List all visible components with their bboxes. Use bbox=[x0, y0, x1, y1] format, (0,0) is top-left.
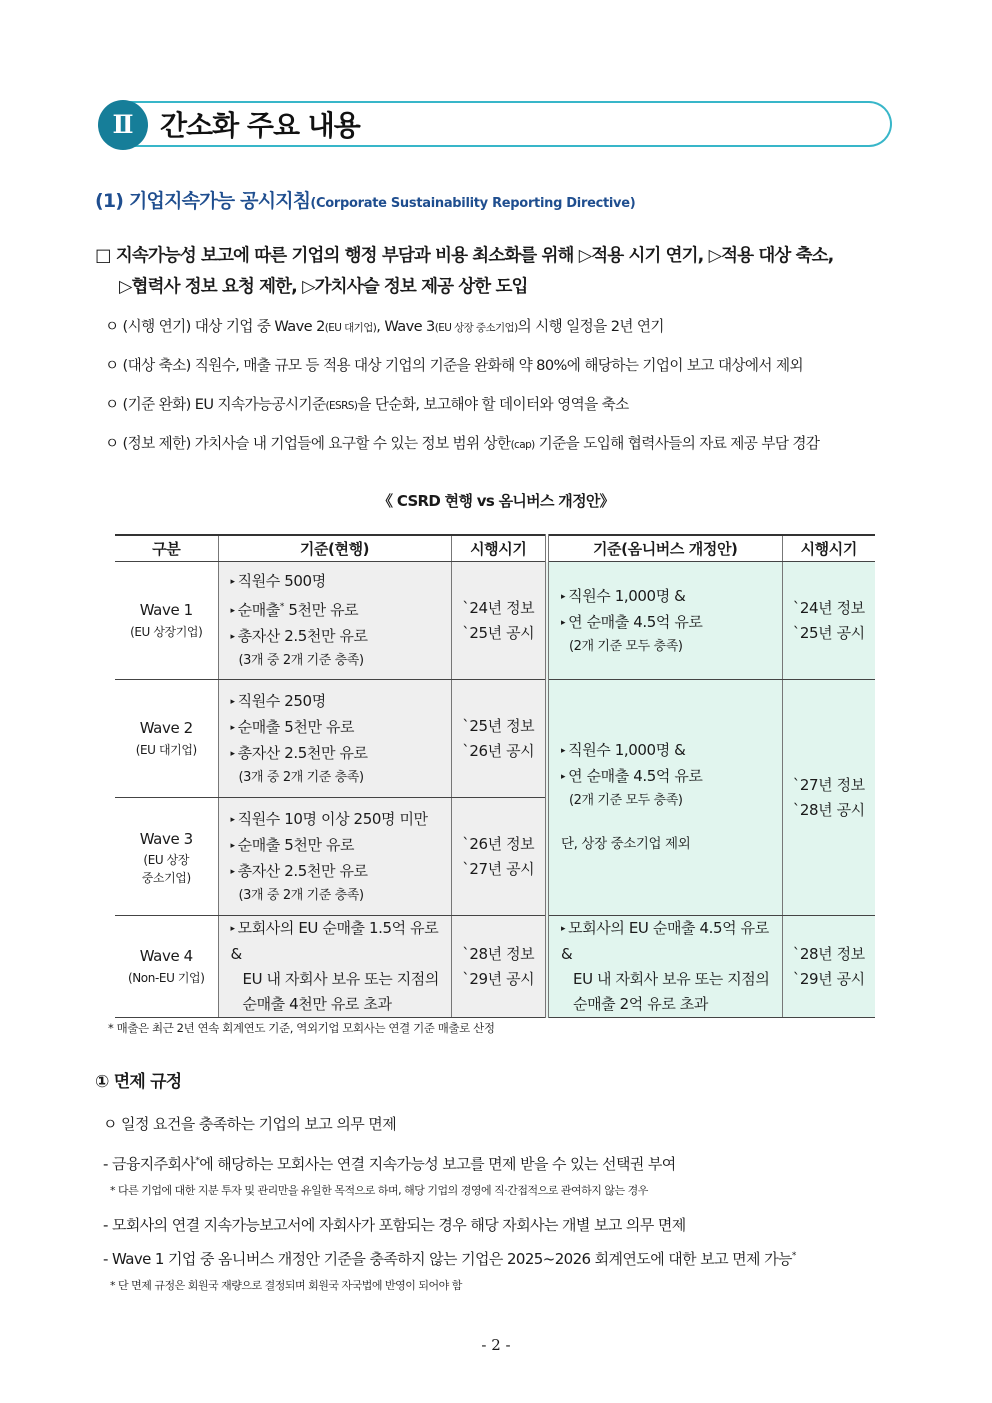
current-timing-cell: `24년 정보 `25년 공시 bbox=[451, 562, 547, 680]
exemption-title: ① 면제 규정 bbox=[95, 1072, 182, 1092]
current-timing-cell: `28년 정보 `29년 공시 bbox=[451, 916, 547, 1018]
table-header-row bbox=[115, 535, 875, 562]
exemption-lead: ㅇ 일정 요건을 충족하는 기업의 보고 의무 면제 bbox=[103, 1115, 397, 1133]
new-timing-cell: `28년 정보 `29년 공시 bbox=[782, 916, 875, 1018]
subsection-title bbox=[95, 186, 635, 213]
wave-cell: Wave 2 (EU 대기업) bbox=[115, 680, 218, 798]
bullet-scope: ㅇ (대상 축소) 직원수, 매출 규모 등 적용 대상 기업의 기준을 완화해 약 80%에 해당하는 기업이 보고 대상에서 제외 bbox=[105, 357, 803, 374]
section-numeral: Ⅱ bbox=[98, 100, 148, 150]
current-timing-cell: `25년 정보 `26년 공시 bbox=[451, 680, 547, 798]
bullet-standards: ㅇ (기준 완화) EU 지속가능공시기준(ESRS)을 단순화, 보고해야 할 데이터와 영역을 축소 bbox=[105, 396, 629, 413]
new-timing-merged-cell: `27년 정보 `28년 공시 bbox=[782, 680, 875, 916]
header-category: 구분 bbox=[115, 535, 218, 562]
subsection-title-en: (Corporate Sustainability Reporting Directive) bbox=[310, 196, 636, 211]
wave-cell: Wave 3 (EU 상장 중소기업) bbox=[115, 798, 218, 916]
new-criteria-cell: ▸ 모회사의 EU 순매출 4.5억 유로 & EU 내 자회사 보유 또는 지점의 순매출 2억 유로 초과 bbox=[547, 916, 782, 1018]
table-footnote: * 매출은 최근 2년 연속 회계연도 기준, 역외기업 모회사는 연결 기준 매출로 산정 bbox=[108, 1021, 495, 1035]
subsection-title-ko: (1) 기업지속가능 공시지침 bbox=[95, 190, 311, 212]
header-current-timing: 시행시기 bbox=[451, 535, 547, 562]
summary-line-1: □ 지속가능성 보고에 따른 기업의 행정 부담과 비용 최소화를 위해 ▷적용 시기 연기, ▷적용 대상 축소, bbox=[95, 246, 834, 266]
wave-cell: Wave 4 (Non-EU 기업) bbox=[115, 916, 218, 1018]
header-new-criteria: 기준(옴니버스 개정안) bbox=[547, 535, 782, 562]
current-criteria-cell: ▸ 모회사의 EU 순매출 1.5억 유로 & EU 내 자회사 보유 또는 지점의 순매출 4천만 유로 초과 bbox=[218, 916, 451, 1018]
table-row bbox=[115, 562, 875, 680]
exemption-item-1: - 금융지주회사*에 해당하는 모회사는 연결 지속가능성 보고를 면제 받을 수 있는 선택권 부여 bbox=[103, 1155, 676, 1173]
section-header bbox=[98, 100, 895, 150]
exemption-note-1: * 다른 기업에 대한 지분 투자 및 관리만을 유일한 목적으로 하며, 해당 기업의 경영에 직·간접적으로 관여하지 않는 경우 bbox=[110, 1184, 648, 1197]
exemption-item-2: - 모회사의 연결 지속가능보고서에 자회사가 포함되는 경우 해당 자회사는 개별 보고 의무 면제 bbox=[103, 1216, 686, 1234]
exception-note: 단, 상장 중소기업 제외 bbox=[561, 836, 691, 852]
exemption-item-3: - Wave 1 기업 중 옴니버스 개정안 기준을 충족하지 않는 기업은 2025~2026 회계연도에 대한 보고 면제 가능* bbox=[103, 1250, 796, 1268]
section-title: 간소화 주요 내용 bbox=[160, 109, 360, 142]
table-row bbox=[115, 680, 875, 798]
current-criteria-cell: ▸ 직원수 250명 ▸ 순매출 5천만 유로 ▸ 총자산 2.5천만 유로 (3개 중 2개 기준 충족) bbox=[218, 680, 451, 798]
header-new-timing: 시행시기 bbox=[782, 535, 875, 562]
page-number: - 2 - bbox=[481, 1336, 511, 1354]
summary-line-2: ▷협력사 정보 요청 제한, ▷가치사슬 정보 제공 상한 도입 bbox=[119, 277, 528, 297]
current-timing-cell: `26년 정보 `27년 공시 bbox=[451, 798, 547, 916]
wave-cell: Wave 1 (EU 상장기업) bbox=[115, 562, 218, 680]
table-row bbox=[115, 916, 875, 1018]
table-title: 《 CSRD 현행 vs 옴니버스 개정안》 bbox=[378, 492, 614, 510]
new-criteria-cell: ▸ 직원수 1,000명 & ▸ 연 순매출 4.5억 유로 (2개 기준 모두 충족) bbox=[547, 562, 782, 680]
header-current-criteria: 기준(현행) bbox=[218, 535, 451, 562]
exemption-note-2: * 단 면제 규정은 회원국 재량으로 결정되며 회원국 자국법에 반영이 되어야 함 bbox=[110, 1279, 462, 1292]
bullet-info-cap: ㅇ (정보 제한) 가치사슬 내 기업들에 요구할 수 있는 정보 범위 상한(cap) 기준을 도입해 협력사들의 자료 제공 부담 경감 bbox=[105, 435, 820, 452]
csrd-comparison-table bbox=[115, 534, 875, 1018]
new-criteria-merged-cell: ▸ 직원수 1,000명 & ▸ 연 순매출 4.5억 유로 (2개 기준 모두 충족) 단, 상장 중소기업 제외 bbox=[547, 680, 782, 916]
new-timing-cell: `24년 정보 `25년 공시 bbox=[782, 562, 875, 680]
current-criteria-cell: ▸ 직원수 500명 ▸ 순매출* 5천만 유로 ▸ 총자산 2.5천만 유로 (3개 중 2개 기준 충족) bbox=[218, 562, 451, 680]
bullet-delay: ㅇ (시행 연기) 대상 기업 중 Wave 2(EU 대기업), Wave 3(EU 상장 중소기업)의 시행 일정을 2년 연기 bbox=[105, 318, 664, 335]
current-criteria-cell: ▸ 직원수 10명 이상 250명 미만 ▸ 순매출 5천만 유로 ▸ 총자산 2.5천만 유로 (3개 중 2개 기준 충족) bbox=[218, 798, 451, 916]
